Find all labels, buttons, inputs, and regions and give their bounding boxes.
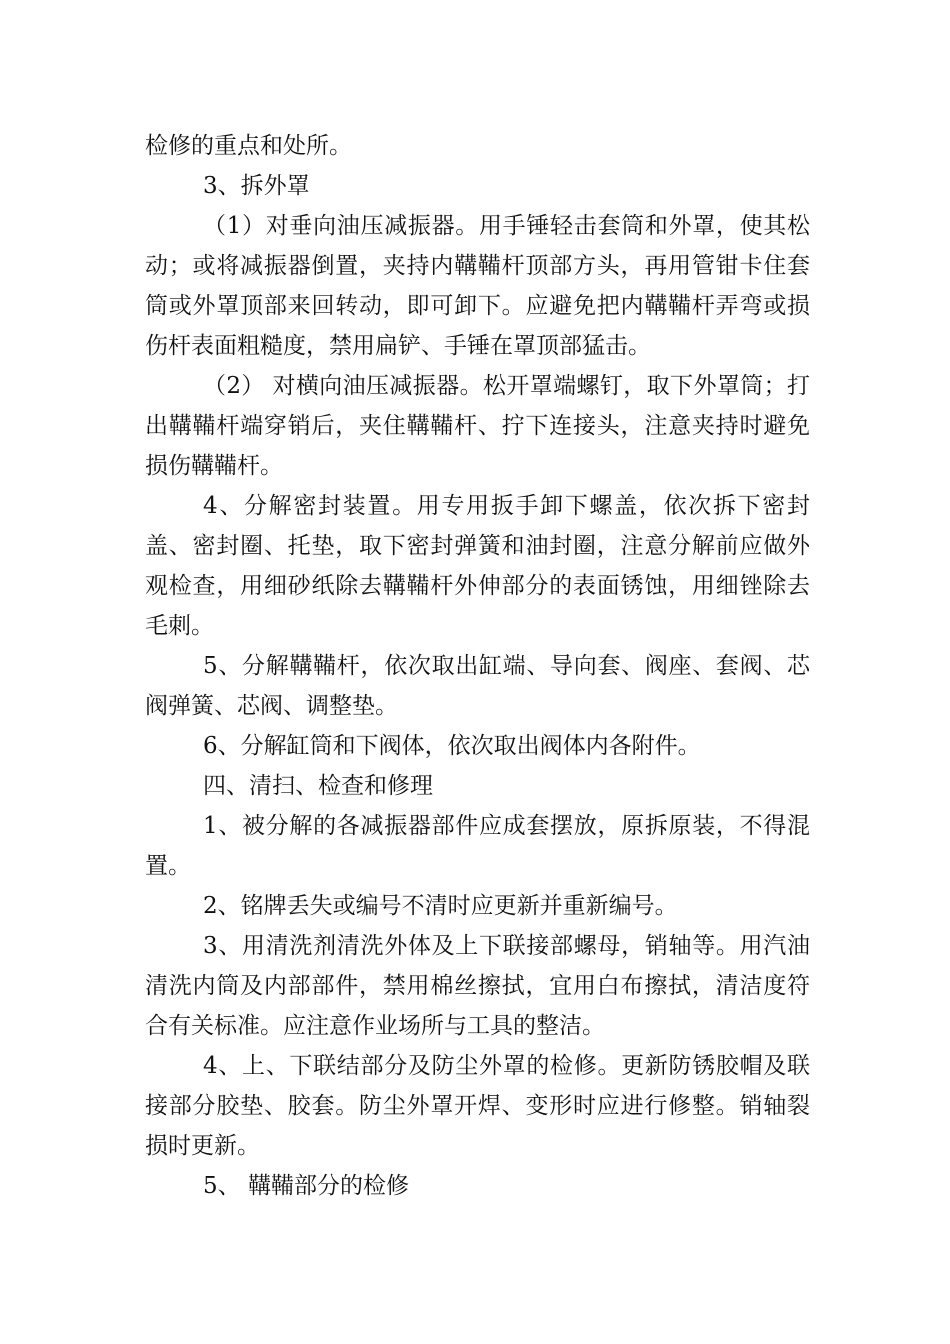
- paragraph-nameplate: 2、铭牌丢失或编号不清时应更新并重新编号。: [203, 893, 678, 919]
- document-body: [145, 126, 810, 1206]
- paragraph-disassemble-piston-rod: 5、分解鞲鞴杆，依次取出缸端、导向套、阀座、套阀、芯阀弹簧、芯阀、调整垫。: [145, 653, 810, 719]
- paragraph-component-storage: 1、被分解的各减振器部件应成套摆放，原拆原装，不得混置。: [145, 813, 810, 879]
- paragraph-cleaning: 3、用清洗剂清洗外体及上下联接部螺母，销轴等。用汽油清洗内筒及内部部件，禁用棉丝擦拭，宜用白布擦拭，清洁度符合有关标准。应注意作业场所与工具的整洁。: [145, 933, 810, 1039]
- paragraph-continuation: 检修的重点和处所。: [145, 133, 352, 159]
- paragraph-joint-inspection: 4、上、下联结部分及防尘外罩的检修。更新防锈胶帽及联接部分胶垫、胶套。防尘外罩开焊、变形时应进行修整。销轴裂损时更新。: [145, 1053, 810, 1159]
- paragraph-lateral-damper: （2） 对横向油压减振器。松开罩端螺钉，取下外罩筒；打出鞲鞴杆端穿销后，夹住鞲鞴杆、拧下连接头，注意夹持时避免损伤鞲鞴杆。: [145, 373, 810, 479]
- section-heading-cleaning-inspection: 四、清扫、检查和修理: [203, 773, 433, 799]
- paragraph-disassemble-seal: 4、分解密封装置。用专用扳手卸下螺盖，依次拆下密封盖、密封圈、托垫，取下密封弹簧和油封圈，注意分解前应做外观检查，用细砂纸除去鞲鞴杆外伸部分的表面锈蚀，用细锉除去毛刺。: [145, 493, 810, 639]
- paragraph-vertical-damper: （1）对垂向油压减振器。用手锤轻击套筒和外罩，使其松动；或将减振器倒置，夹持内鞲鞴杆顶部方头，再用管钳卡住套筒或外罩顶部来回转动，即可卸下。应避免把内鞲鞴杆弄弯或损伤杆表面粗糙度，禁用扁铲、手锤在罩顶部猛击。: [145, 213, 810, 359]
- section-heading-remove-outer-cover: 3、拆外罩: [203, 173, 310, 199]
- paragraph-piston-inspection: 5、 鞲鞴部分的检修: [203, 1173, 409, 1199]
- paragraph-disassemble-cylinder: 6、分解缸筒和下阀体，依次取出阀体内各附件。: [203, 733, 701, 759]
